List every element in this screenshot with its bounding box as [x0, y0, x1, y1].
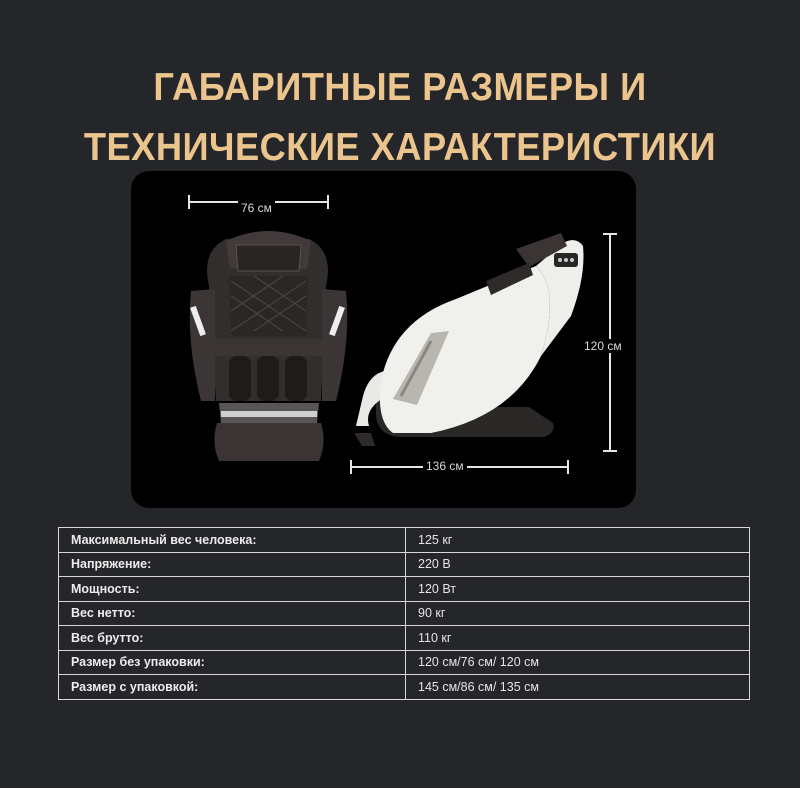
- chair-side-view: [354, 233, 584, 446]
- spec-label: Размер без упаковки:: [59, 650, 406, 675]
- table-row: [59, 552, 750, 577]
- table-row: [59, 650, 750, 675]
- length-dimension-label: 136 см: [423, 459, 467, 473]
- spec-value: 120 Вт: [406, 577, 750, 602]
- table-row: [59, 528, 750, 553]
- spec-value: 120 см/76 см/ 120 см: [406, 650, 750, 675]
- width-dimension-label: 76 см: [238, 201, 275, 215]
- specs-table: [58, 527, 750, 700]
- table-row: [59, 577, 750, 602]
- spec-value: 220 В: [406, 552, 750, 577]
- spec-label: Максимальный вес человека:: [59, 528, 406, 553]
- table-row: [59, 626, 750, 651]
- spec-label: Напряжение:: [59, 552, 406, 577]
- page-title-line-2: ТЕХНИЧЕСКИЕ ХАРАКТЕРИСТИКИ: [83, 126, 717, 169]
- height-dimension-label: 120 см: [581, 339, 625, 353]
- spec-value: 110 кг: [406, 626, 750, 651]
- spec-label: Мощность:: [59, 577, 406, 602]
- spec-value: 145 см/86 см/ 135 см: [406, 675, 750, 700]
- spec-label: Вес брутто:: [59, 626, 406, 651]
- page-title-line-1: ГАБАРИТНЫЕ РАЗМЕРЫ И: [153, 66, 647, 109]
- massage-chair-illustration: [131, 171, 636, 508]
- chair-front-view: [190, 231, 348, 461]
- spec-value: 125 кг: [406, 528, 750, 553]
- table-row: [59, 601, 750, 626]
- spec-value: 90 кг: [406, 601, 750, 626]
- spec-label: Вес нетто:: [59, 601, 406, 626]
- page-title: [28, 58, 772, 178]
- table-row: [59, 675, 750, 700]
- spec-label: Размер с упаковкой:: [59, 675, 406, 700]
- product-photo: [131, 171, 636, 508]
